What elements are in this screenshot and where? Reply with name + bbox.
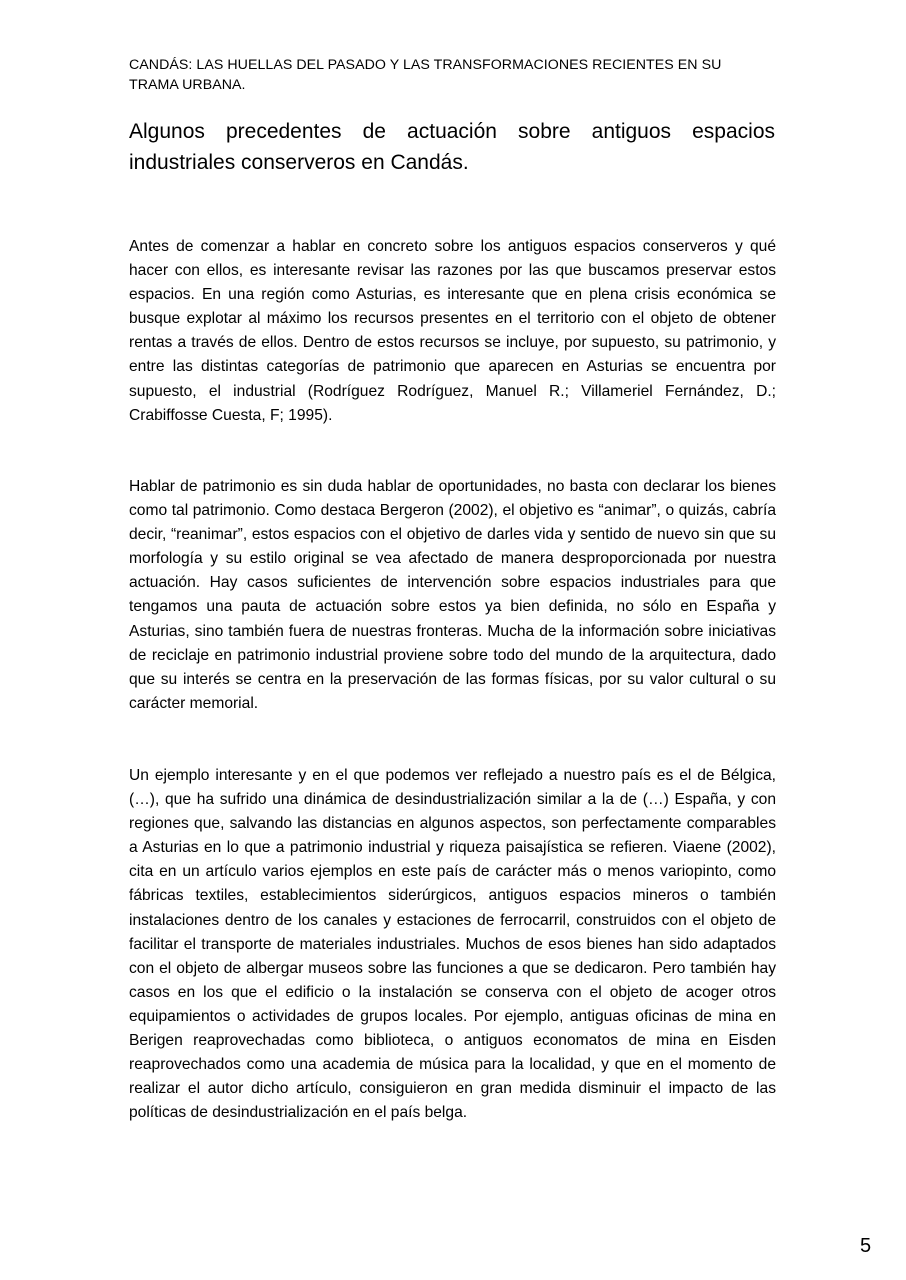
running-header: CANDÁS: LAS HUELLAS DEL PASADO Y LAS TRANSFORMACIONES RECIENTES EN SU TRAMA URBANA. bbox=[129, 57, 722, 93]
page-number: 5 bbox=[860, 1235, 872, 1257]
section-title: Algunos precedentes de actuación sobre antiguos espacios industriales conserveros en Candás. bbox=[129, 120, 775, 174]
body-paragraph: Hablar de patrimonio es sin duda hablar de oportunidades, no basta con declarar los bienes como tal patrimonio. Como destaca Bergeron (2002), el objetivo es “animar”, o quizás, cabría decir, “reanimar”, estos espacios con el objetivo de darles vida y sentido de nuevo sin que su morfología y su estilo original se vea afectado de manera desproporcionada por nuestra actuación. Hay casos suficientes de intervención sobre espacios industriales para que tengamos una pauta de actuación sobre estos ya bien definida, no sólo en España y Asturias, sino también fuera de nuestras fronteras. Mucha de la información sobre iniciativas de reciclaje en patrimonio industrial proviene sobre todo del mundo de la arquitectura, dado que su interés se centra en la preservación de las formas físicas, por su valor cultural o su carácter memorial. bbox=[129, 478, 776, 712]
body-paragraph: Un ejemplo interesante y en el que podemos ver reflejado a nuestro país es el de Bélgica, (…), que ha sufrido una dinámica de desindustrialización similar a la de (…) España, y con regiones que, salvando las distancias en algunos aspectos, son perfectamente comparables a Asturias en lo que a patrimonio industrial y riqueza paisajística se refieren. Viaene (2002), cita en un artículo varios ejemplos en este país de carácter más o menos variopinto, como fábricas textiles, establecimientos siderúrgicos, antiguos espacios mineros o también instalaciones dentro de los canales y estaciones de ferrocarril, construidos con el objeto de facilitar el transporte de materiales industriales. Muchos de esos bienes han sido adaptados con el objeto de albergar museos sobre las funciones a que se dedicaron. Pero también hay casos en los que el edificio o la instalación se conserva con el objeto de acoger otros equipamientos o actividades de grupos locales. Por ejemplo, antiguas oficinas de mina en Berigen reaprovechadas como biblioteca, o antiguos economatos de mina en Eisden reaprovechados como una academia de música para la localidad, y que en el momento de realizar el autor dicho artículo, consiguieron en gran medida disminuir el impacto de las políticas de desindustrialización en el país belga. bbox=[129, 767, 776, 1122]
body-paragraph: Antes de comenzar a hablar en concreto sobre los antiguos espacios conserveros y qué hacer con ellos, es interesante revisar las razones por las que buscamos preservar estos espacios. En una región como Asturias, es interesante que en plena crisis económica se busque explotar al máximo los recursos presentes en el territorio con el objeto de obtener rentas a través de ellos. Dentro de estos recursos se incluye, por supuesto, su patrimonio, y entre las distintas categorías de patrimonio que aparecen en Asturias se encuentra por supuesto, el industrial (Rodríguez Rodríguez, Manuel R.; Villameriel Fernández, D.; Crabiffosse Cuesta, F; 1995). bbox=[129, 238, 776, 424]
